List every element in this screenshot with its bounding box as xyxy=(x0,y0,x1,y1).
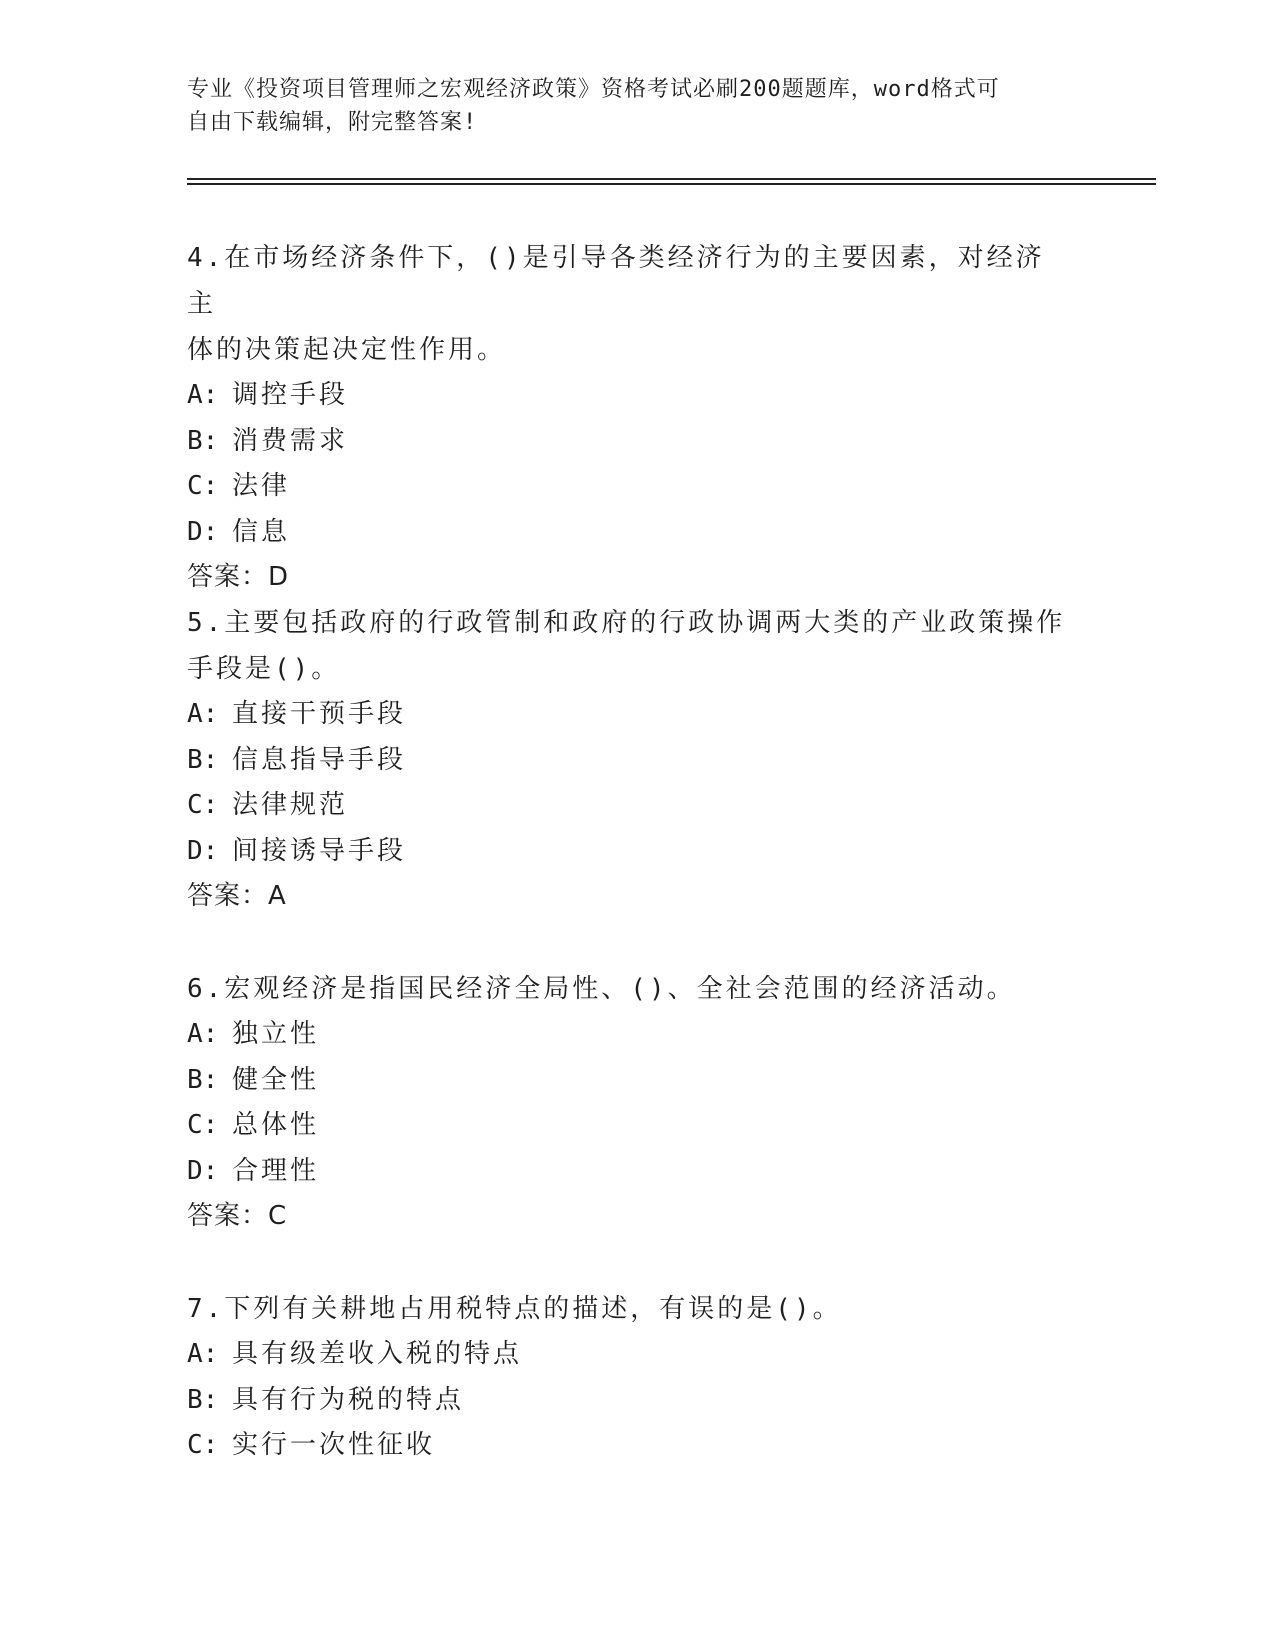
question-6 xyxy=(187,966,1067,1240)
option-a xyxy=(187,1332,1067,1378)
answer: 答案：D xyxy=(187,562,290,592)
answer: 答案：C xyxy=(187,1201,288,1231)
option-label: B: xyxy=(187,1384,219,1415)
question-stem: 4.在市场经济条件下，()是引导各类经济行为的主要因素，对经济主 xyxy=(187,243,1045,319)
question-stem-continued: 体的决策起决定性作用。 xyxy=(187,335,507,365)
option-label: C: xyxy=(187,1110,219,1140)
answer: 答案：A xyxy=(187,881,287,911)
option-label: C: xyxy=(187,1430,219,1460)
option-a xyxy=(187,373,1067,419)
header-line-1: 专业《投资项目管理师之宏观经济政策》资格考试必刷200题题库，word格式可 xyxy=(187,77,1000,102)
option-label: B: xyxy=(187,425,219,456)
option-text: 实行一次性征收 xyxy=(232,1430,436,1460)
option-text: 直接干预手段 xyxy=(232,699,407,729)
question-stem-continued: 手段是()。 xyxy=(187,654,341,684)
option-b xyxy=(187,738,1067,784)
question-5 xyxy=(187,600,1067,920)
document-header xyxy=(187,73,1067,139)
option-c xyxy=(187,1423,1067,1469)
option-a xyxy=(187,692,1067,738)
option-label: D: xyxy=(187,835,219,866)
option-text: 具有级差收入税的特点 xyxy=(232,1339,523,1369)
option-text: 信息指导手段 xyxy=(232,744,407,775)
option-label: B: xyxy=(187,744,219,775)
question-stem: 6.宏观经济是指国民经济全局性、()、全社会范围的经济活动。 xyxy=(187,974,1016,1004)
option-b xyxy=(187,1378,1067,1424)
option-b xyxy=(187,419,1067,465)
option-label: A: xyxy=(187,1339,219,1369)
header-divider-top xyxy=(187,178,1156,180)
question-4 xyxy=(187,235,1067,601)
option-label: B: xyxy=(187,1064,219,1095)
option-text: 间接诱导手段 xyxy=(232,835,407,866)
option-d xyxy=(187,1149,1067,1195)
header-divider-bottom xyxy=(187,183,1156,185)
question-stem: 5.主要包括政府的行政管制和政府的行政协调两大类的产业政策操作 xyxy=(187,608,1066,638)
option-text: 具有行为税的特点 xyxy=(232,1384,465,1415)
option-c xyxy=(187,464,1067,510)
option-b xyxy=(187,1058,1067,1104)
option-label: C: xyxy=(187,471,219,501)
option-c xyxy=(187,1103,1067,1149)
option-a xyxy=(187,1012,1067,1058)
option-text: 总体性 xyxy=(232,1110,320,1140)
option-d xyxy=(187,829,1067,875)
option-label: D: xyxy=(187,516,219,547)
option-text: 法律 xyxy=(232,471,291,501)
option-label: D: xyxy=(187,1155,219,1186)
option-text: 健全性 xyxy=(232,1064,320,1095)
option-label: A: xyxy=(187,1019,219,1049)
question-stem: 7.下列有关耕地占用税特点的描述，有误的是()。 xyxy=(187,1294,842,1324)
option-label: A: xyxy=(187,699,219,729)
option-text: 调控手段 xyxy=(232,380,349,410)
option-label: A: xyxy=(187,380,219,410)
option-text: 信息 xyxy=(232,516,291,547)
option-text: 法律规范 xyxy=(232,790,349,820)
option-c xyxy=(187,783,1067,829)
option-text: 独立性 xyxy=(232,1019,320,1049)
option-text: 消费需求 xyxy=(232,425,349,456)
option-label: C: xyxy=(187,790,219,820)
header-line-2: 自由下载编辑，附完整答案! xyxy=(187,110,478,135)
option-text: 合理性 xyxy=(232,1155,320,1186)
option-d xyxy=(187,510,1067,556)
question-7 xyxy=(187,1286,1067,1469)
